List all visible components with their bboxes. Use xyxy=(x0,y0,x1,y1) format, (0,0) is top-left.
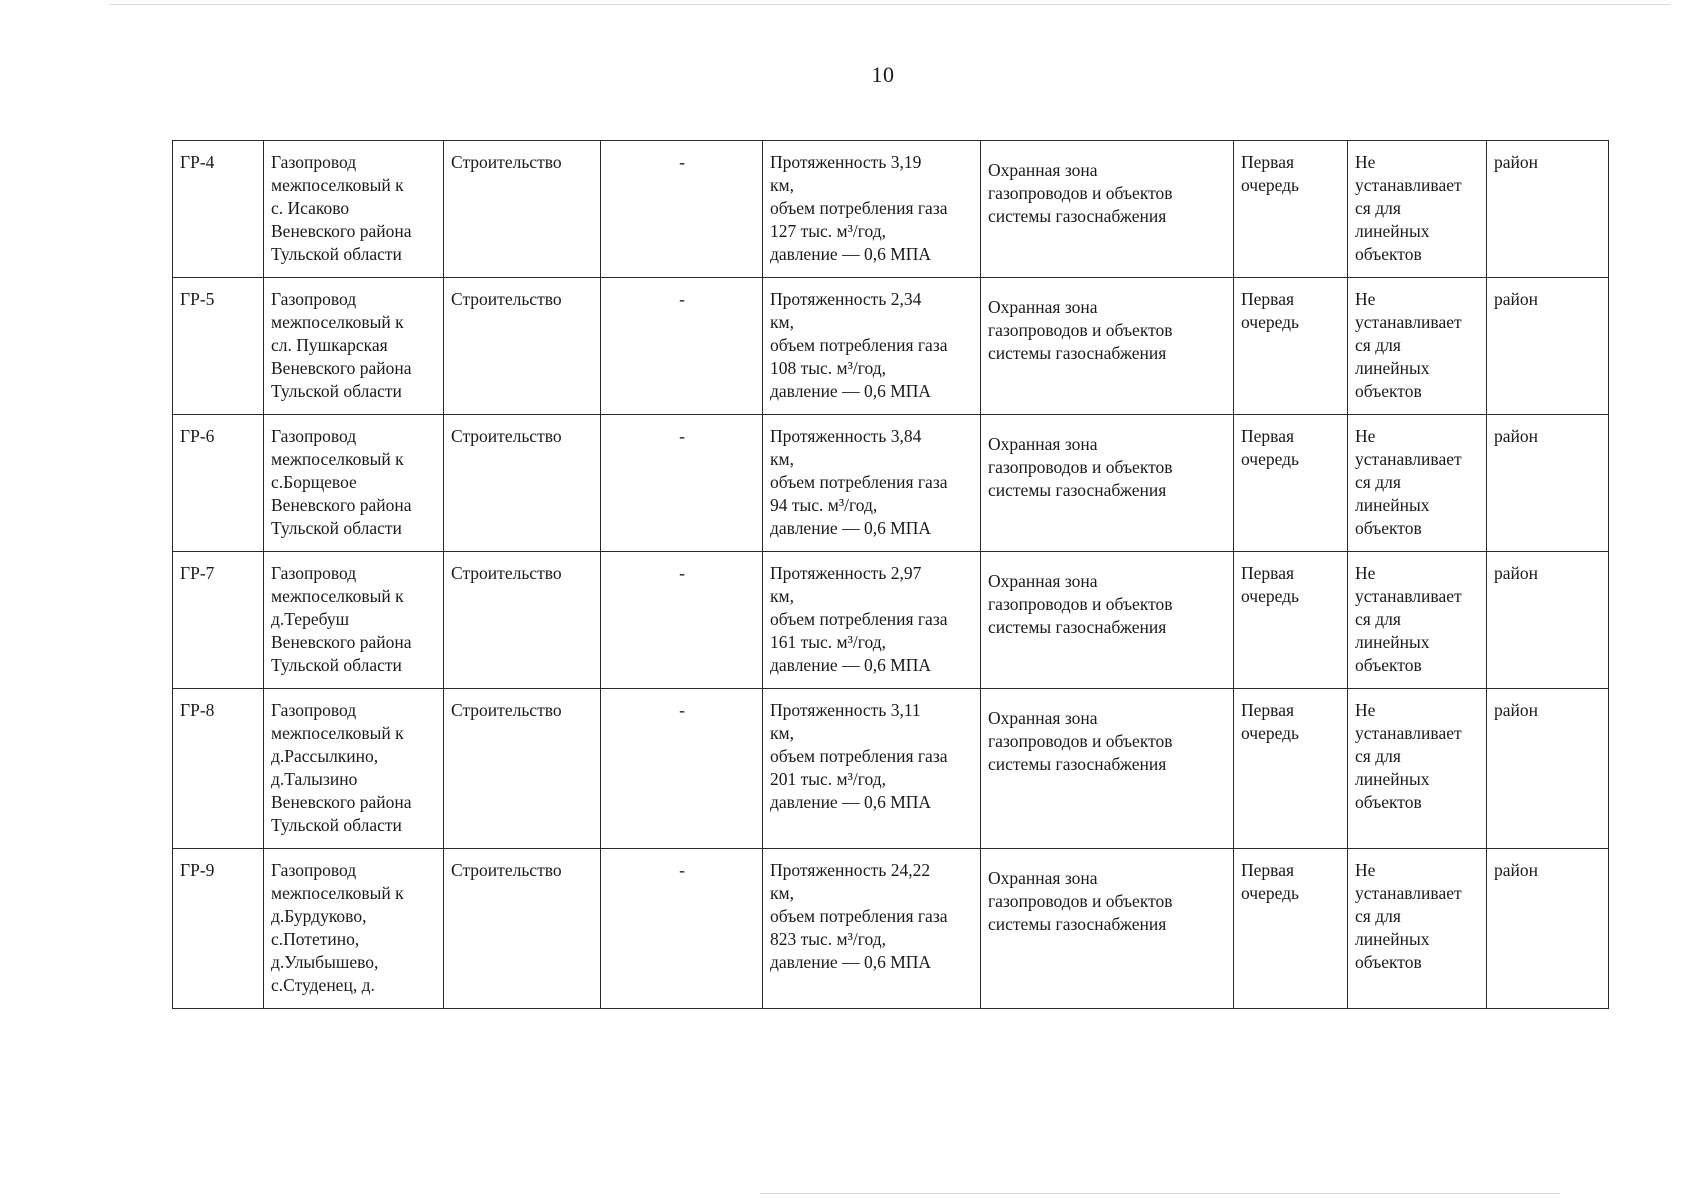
empty-value: - xyxy=(601,141,763,278)
stage: Первая очередь xyxy=(1234,141,1348,278)
object-code: ГР-6 xyxy=(173,415,264,552)
object-type: Строительство xyxy=(444,849,601,1009)
object-name: Газопровод межпоселковый к с.Борщевое Веневского района Тульской области xyxy=(264,415,444,552)
empty-value: - xyxy=(601,415,763,552)
object-name: Газопровод межпоселковый к с. Исаково Веневского района Тульской области xyxy=(264,141,444,278)
protection-zone: Охранная зона газопроводов и объектов системы газоснабжения xyxy=(981,689,1234,849)
object-params: Протяженность 2,97 км, объем потребления газа 161 тыс. м³/год, давление — 0,6 МПА xyxy=(763,552,981,689)
stage: Первая очередь xyxy=(1234,552,1348,689)
object-name: Газопровод межпоселковый к д.Рассылкино, д.Талызино Веневского района Тульской области xyxy=(264,689,444,849)
object-params: Протяженность 3,11 км, объем потребления газа 201 тыс. м³/год, давление — 0,6 МПА xyxy=(763,689,981,849)
significance-level: район xyxy=(1487,278,1609,415)
zone-note: Не устанавливает ся для линейных объектов xyxy=(1348,415,1487,552)
object-code: ГР-7 xyxy=(173,552,264,689)
object-code: ГР-8 xyxy=(173,689,264,849)
significance-level: район xyxy=(1487,689,1609,849)
protection-zone: Охранная зона газопроводов и объектов системы газоснабжения xyxy=(981,278,1234,415)
object-type: Строительство xyxy=(444,689,601,849)
object-type: Строительство xyxy=(444,415,601,552)
protection-zone: Охранная зона газопроводов и объектов системы газоснабжения xyxy=(981,552,1234,689)
table-row xyxy=(173,689,1609,849)
object-params: Протяженность 2,34 км, объем потребления газа 108 тыс. м³/год, давление — 0,6 МПА xyxy=(763,278,981,415)
stage: Первая очередь xyxy=(1234,689,1348,849)
protection-zone: Охранная зона газопроводов и объектов системы газоснабжения xyxy=(981,849,1234,1009)
significance-level: район xyxy=(1487,415,1609,552)
significance-level: район xyxy=(1487,552,1609,689)
object-code: ГР-4 xyxy=(173,141,264,278)
protection-zone: Охранная зона газопроводов и объектов системы газоснабжения xyxy=(981,141,1234,278)
empty-value: - xyxy=(601,689,763,849)
table-row xyxy=(173,415,1609,552)
object-name: Газопровод межпоселковый к д.Теребуш Веневского района Тульской области xyxy=(264,552,444,689)
object-type: Строительство xyxy=(444,141,601,278)
object-name: Газопровод межпоселковый к д.Бурдуково, с.Потетино, д.Улыбышево, с.Студенец, д. xyxy=(264,849,444,1009)
object-type: Строительство xyxy=(444,278,601,415)
empty-value: - xyxy=(601,849,763,1009)
empty-value: - xyxy=(601,552,763,689)
protection-zone: Охранная зона газопроводов и объектов системы газоснабжения xyxy=(981,415,1234,552)
zone-note: Не устанавливает ся для линейных объектов xyxy=(1348,278,1487,415)
scan-edge-top xyxy=(110,4,1670,5)
scan-edge-bottom xyxy=(760,1193,1560,1194)
table-row xyxy=(173,849,1609,1009)
object-params: Протяженность 3,19 км, объем потребления газа 127 тыс. м³/год, давление — 0,6 МПА xyxy=(763,141,981,278)
table-row xyxy=(173,141,1609,278)
zone-note: Не устанавливает ся для линейных объектов xyxy=(1348,689,1487,849)
stage: Первая очередь xyxy=(1234,278,1348,415)
stage: Первая очередь xyxy=(1234,415,1348,552)
object-params: Протяженность 3,84 км, объем потребления газа 94 тыс. м³/год, давление — 0,6 МПА xyxy=(763,415,981,552)
object-type: Строительство xyxy=(444,552,601,689)
table-row xyxy=(173,552,1609,689)
table-row xyxy=(173,278,1609,415)
object-code: ГР-9 xyxy=(173,849,264,1009)
object-name: Газопровод межпоселковый к сл. Пушкарская Веневского района Тульской области xyxy=(264,278,444,415)
gas-pipeline-table xyxy=(172,140,1609,1009)
zone-note: Не устанавливает ся для линейных объектов xyxy=(1348,141,1487,278)
zone-note: Не устанавливает ся для линейных объектов xyxy=(1348,552,1487,689)
page-number: 10 xyxy=(871,62,895,87)
significance-level: район xyxy=(1487,849,1609,1009)
zone-note: Не устанавливает ся для линейных объектов xyxy=(1348,849,1487,1009)
object-code: ГР-5 xyxy=(173,278,264,415)
stage: Первая очередь xyxy=(1234,849,1348,1009)
empty-value: - xyxy=(601,278,763,415)
object-params: Протяженность 24,22 км, объем потребления газа 823 тыс. м³/год, давление — 0,6 МПА xyxy=(763,849,981,1009)
significance-level: район xyxy=(1487,141,1609,278)
